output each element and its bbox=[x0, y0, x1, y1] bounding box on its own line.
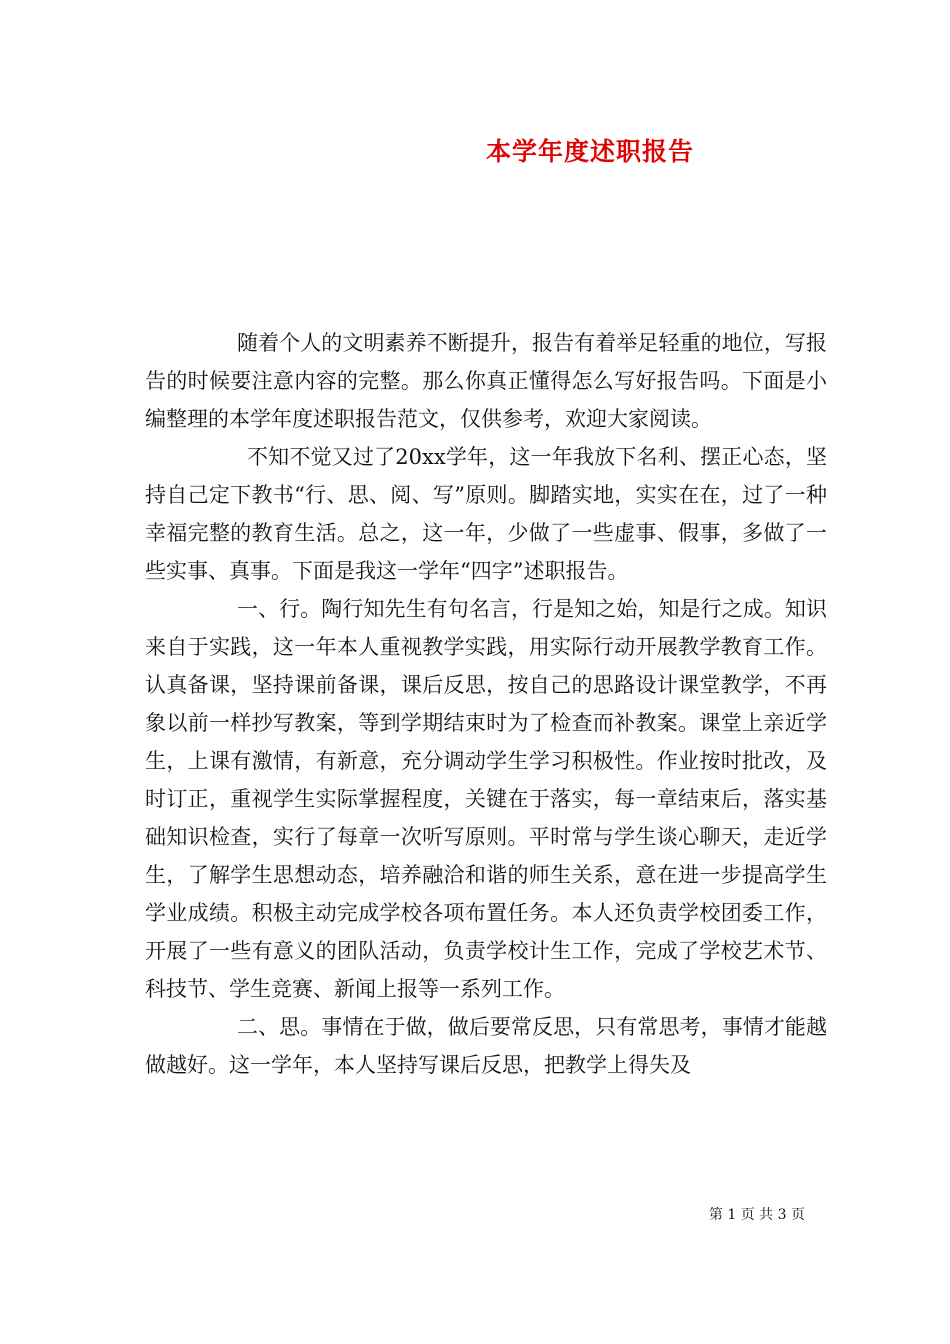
document-body bbox=[145, 324, 827, 1084]
document-title: 本学年度述职报告 bbox=[485, 137, 694, 166]
page-number-footer: 第 1 页 共 3 页 bbox=[708, 1207, 805, 1223]
paragraph-overview: 不知不觉又过了20xx学年，这一年我放下名利、摆正心态，坚持自己定下教书“行、思、阅、写”原则。脚踏实地，实实在在，过了一种幸福完整的教育生活。总之，这一年，少做了一些虚事、假事，多做了一些实事、真事。下面是我这一学年“四字”述职报告。 bbox=[145, 445, 827, 583]
paragraph-intro: 随着个人的文明素养不断提升，报告有着举足轻重的地位，写报告的时候要注意内容的完整。那么你真正懂得怎么写好报告吗。下面是小编整理的本学年度述职报告范文，仅供参考，欢迎大家阅读。 bbox=[145, 331, 827, 431]
paragraph-section-xing: 一、行。陶行知先生有句名言，行是知之始，知是行之成。知识来自于实践，这一年本人重视教学实践，用实际行动开展教学教育工作。认真备课，坚持课前备课，课后反思，按自己的思路设计课堂教学，不再象以前一样抄写教案，等到学期结束时为了检查而补教案。课堂上亲近学生，上课有激情，有新意，充分调动学生学习积极性。作业按时批改，及时订正，重视学生实际掌握程度，关键在于落实，每一章结束后，落实基础知识检查，实行了每章一次听写原则。平时常与学生谈心聊天，走近学生，了解学生思想动态，培养融洽和谐的师生关系，意在进一步提高学生学业成绩。积极主动完成学校各项布置任务。本人还负责学校团委工作，开展了一些有意义的团队活动，负责学校计生工作，完成了学校艺术节、科技节、学生竞赛、新闻上报等一系列工作。 bbox=[145, 597, 827, 1001]
paragraph-section-si: 二、思。事情在于做，做后要常反思，只有常思考，事情才能越做越好。这一学年，本人坚持写课后反思，把教学上得失及 bbox=[145, 1015, 827, 1077]
